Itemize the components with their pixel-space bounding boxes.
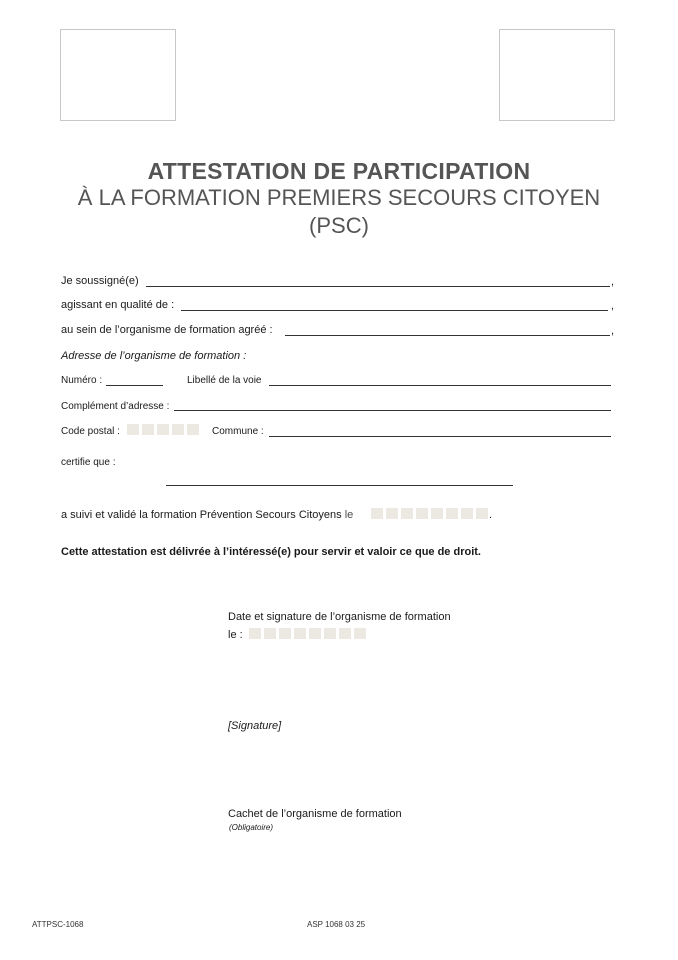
numero-label: Numéro : — [61, 375, 103, 386]
cp-cell[interactable] — [172, 424, 184, 435]
logo-placeholder-left — [60, 29, 176, 121]
qualite-comma: , — [611, 300, 615, 312]
date-cell[interactable] — [279, 628, 291, 639]
cachet-note: (Obligatoire) — [229, 823, 274, 832]
adresse-heading: Adresse de l’organisme de formation : — [61, 350, 247, 362]
date-cell[interactable] — [249, 628, 261, 639]
code-postal-cells[interactable] — [127, 424, 199, 435]
beneficiaire-field[interactable] — [166, 485, 513, 486]
signature-placeholder[interactable]: [Signature] — [228, 720, 282, 732]
validation-text — [61, 509, 353, 521]
date-signature-label: Date et signature de l’organisme de formation — [228, 611, 451, 623]
date-cell[interactable] — [461, 508, 473, 519]
logo-placeholder-right — [499, 29, 615, 121]
date-cell[interactable] — [339, 628, 351, 639]
date-cell[interactable] — [371, 508, 383, 519]
date-cell[interactable] — [294, 628, 306, 639]
certifie-label: certifie que : — [61, 457, 116, 468]
organisme-field[interactable] — [285, 335, 610, 336]
date-cell[interactable] — [386, 508, 398, 519]
cp-cell[interactable] — [127, 424, 139, 435]
signature-date-le-label: le : — [228, 629, 243, 641]
complement-field[interactable] — [174, 410, 611, 411]
validation-sentence: a suivi et validé la formation Prévention Secours Citoyens — [61, 509, 342, 521]
validation-le: le — [344, 509, 354, 521]
voie-label: Libellé de la voie — [187, 375, 262, 386]
cachet-label: Cachet de l’organisme de formation — [228, 808, 402, 820]
declaration-text: Cette attestation est délivrée à l’intéressé(e) pour servir et valoir ce que de droit. — [61, 546, 481, 558]
commune-label: Commune : — [212, 426, 264, 437]
document-subtitle — [40, 184, 638, 240]
cp-cell[interactable] — [187, 424, 199, 435]
date-cell[interactable] — [476, 508, 488, 519]
footer-center-code: ASP 1068 03 25 — [307, 920, 366, 929]
date-cell[interactable] — [309, 628, 321, 639]
commune-field[interactable] — [269, 436, 611, 437]
validation-date-cells[interactable] — [371, 508, 488, 519]
date-cell[interactable] — [416, 508, 428, 519]
subtitle-line-1: À LA FORMATION PREMIERS SECOURS CITOYEN — [77, 185, 601, 210]
document-title: ATTESTATION DE PARTICIPATION — [147, 158, 531, 184]
date-cell[interactable] — [354, 628, 366, 639]
qualite-label: agissant en qualité de : — [61, 299, 175, 311]
date-cell[interactable] — [431, 508, 443, 519]
numero-field[interactable] — [106, 385, 163, 386]
organisme-comma: , — [611, 325, 615, 337]
soussigne-label: Je soussigné(e) — [61, 275, 139, 287]
soussigne-comma: , — [611, 276, 615, 288]
cp-cell[interactable] — [157, 424, 169, 435]
footer-left-code: ATTPSC-1068 — [32, 920, 84, 929]
cp-cell[interactable] — [142, 424, 154, 435]
validation-period: . — [489, 509, 493, 521]
subtitle-line-2: (PSC) — [309, 213, 369, 238]
complement-label: Complément d’adresse : — [61, 401, 170, 412]
code-postal-label: Code postal : — [61, 426, 120, 437]
voie-field[interactable] — [269, 385, 611, 386]
qualite-field[interactable] — [181, 310, 608, 311]
signature-date-cells[interactable] — [249, 628, 366, 639]
date-cell[interactable] — [401, 508, 413, 519]
date-cell[interactable] — [264, 628, 276, 639]
date-cell[interactable] — [446, 508, 458, 519]
soussigne-field[interactable] — [146, 286, 610, 287]
organisme-label: au sein de l’organisme de formation agréé : — [61, 324, 273, 336]
date-cell[interactable] — [324, 628, 336, 639]
